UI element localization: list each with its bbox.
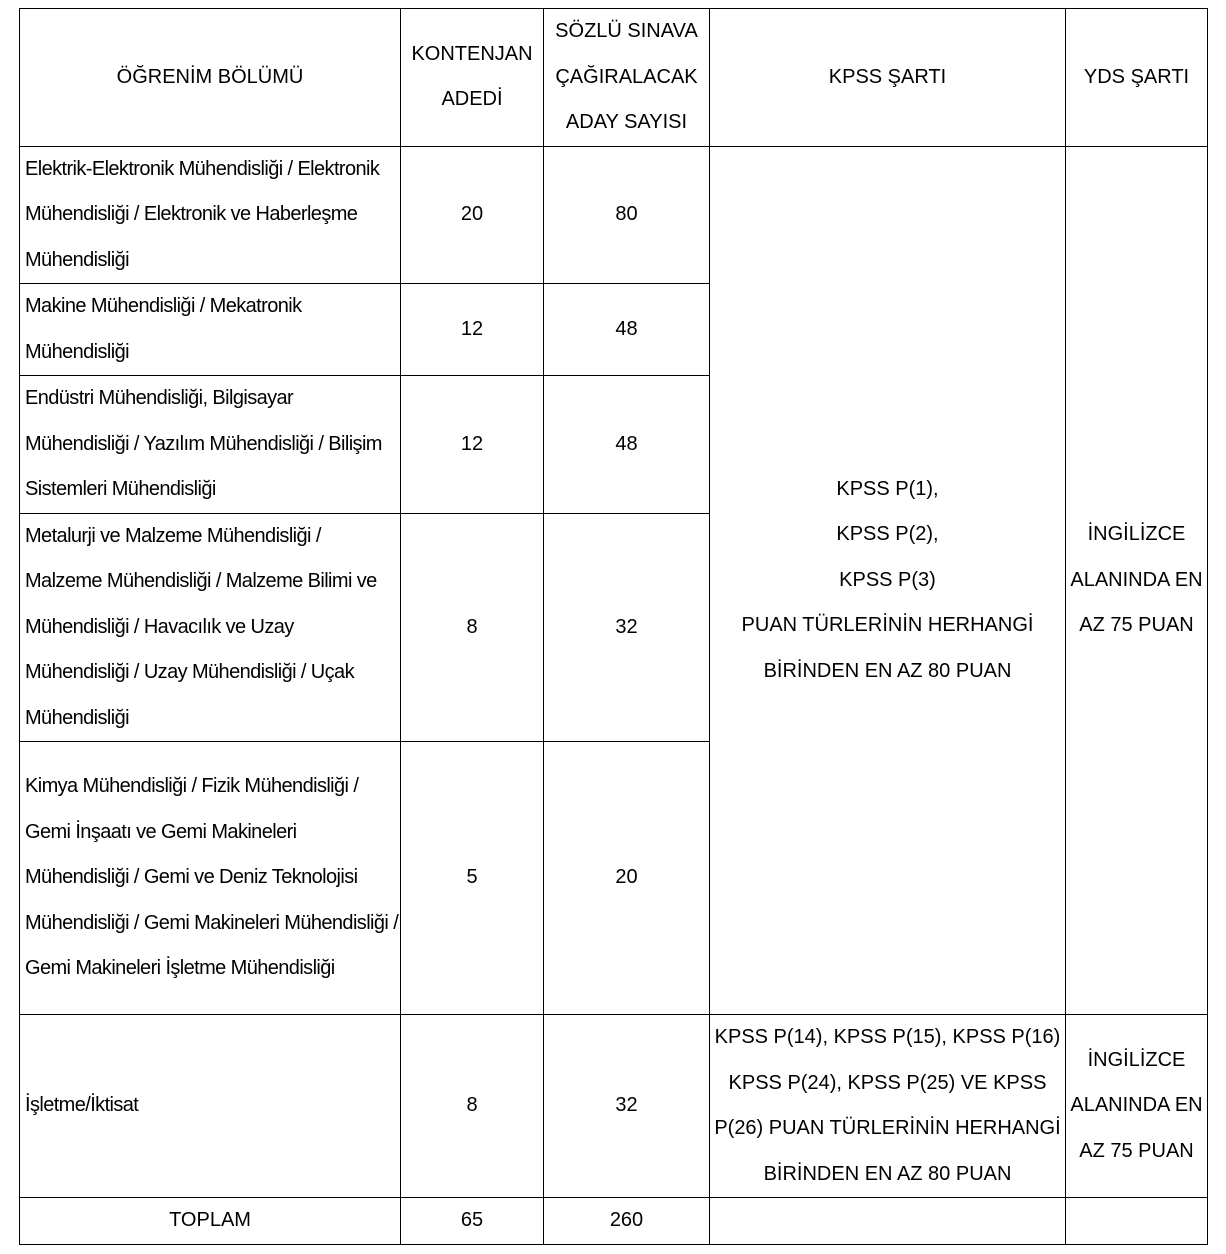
header-kpss: KPSS ŞARTI [710,9,1066,147]
quota-cell: 12 [401,376,544,514]
business-kpss-cell: KPSS P(14), KPSS P(15), KPSS P(16) KPSS P(24), KPSS P(25) VE KPSS P(26) PUAN TÜRLERİNİN HERHANGİ BİRİNDEN EN AZ 80 PUAN [710,1015,1066,1198]
header-row [20,9,1208,147]
total-yds-empty [1066,1198,1208,1245]
quota-table [19,8,1208,1245]
quota-cell: 20 [401,146,544,284]
quota-cell: 12 [401,284,544,376]
total-label: TOPLAM [20,1198,401,1245]
total-candidates: 260 [544,1198,710,1245]
business-yds-cell: İNGİLİZCE ALANINDA EN AZ 75 PUAN [1066,1015,1208,1198]
table-row [20,146,1208,284]
header-quota: KONTENJAN ADEDİ [401,9,544,147]
engineering-kpss-cell: KPSS P(1), KPSS P(2), KPSS P(3) PUAN TÜRLERİNİN HERHANGİ BİRİNDEN EN AZ 80 PUAN [710,146,1066,1015]
header-department: ÖĞRENİM BÖLÜMÜ [20,9,401,147]
department-cell: Kimya Mühendisliği / Fizik Mühendisliği / Gemi İnşaatı ve Gemi Makineleri Mühendisliği / Gemi ve Deniz Teknolojisi Mühendisliği / Gemi Makineleri Mühendisliği / Gemi Makineleri İşletme Mühendisliği [20,742,401,1015]
department-cell: Endüstri Mühendisliği, Bilgisayar Mühendisliği / Yazılım Mühendisliği / Bilişim Sistemleri Mühendisliği [20,376,401,514]
candidates-cell: 48 [544,284,710,376]
department-cell: Metalurji ve Malzeme Mühendisliği / Malzeme Mühendisliği / Malzeme Bilimi ve Mühendisliği / Havacılık ve Uzay Mühendisliği / Uzay Mühendisliği / Uçak Mühendisliği [20,513,401,742]
department-cell: Elektrik-Elektronik Mühendisliği / Elektronik Mühendisliği / Elektronik ve Haberleşme Mühendisliği [20,146,401,284]
candidates-cell: 20 [544,742,710,1015]
candidates-cell: 32 [544,1015,710,1198]
department-cell: İşletme/İktisat [20,1015,401,1198]
header-yds: YDS ŞARTI [1066,9,1208,147]
quota-cell: 8 [401,1015,544,1198]
quota-cell: 8 [401,513,544,742]
candidates-cell: 80 [544,146,710,284]
header-candidates: SÖZLÜ SINAVA ÇAĞIRALACAK ADAY SAYISI [544,9,710,147]
total-quota: 65 [401,1198,544,1245]
total-kpss-empty [710,1198,1066,1245]
candidates-cell: 32 [544,513,710,742]
quota-cell: 5 [401,742,544,1015]
engineering-yds-cell: İNGİLİZCE ALANINDA EN AZ 75 PUAN [1066,146,1208,1015]
table-row [20,1015,1208,1198]
department-cell: Makine Mühendisliği / Mekatronik Mühendisliği [20,284,401,376]
total-row [20,1198,1208,1245]
candidates-cell: 48 [544,376,710,514]
